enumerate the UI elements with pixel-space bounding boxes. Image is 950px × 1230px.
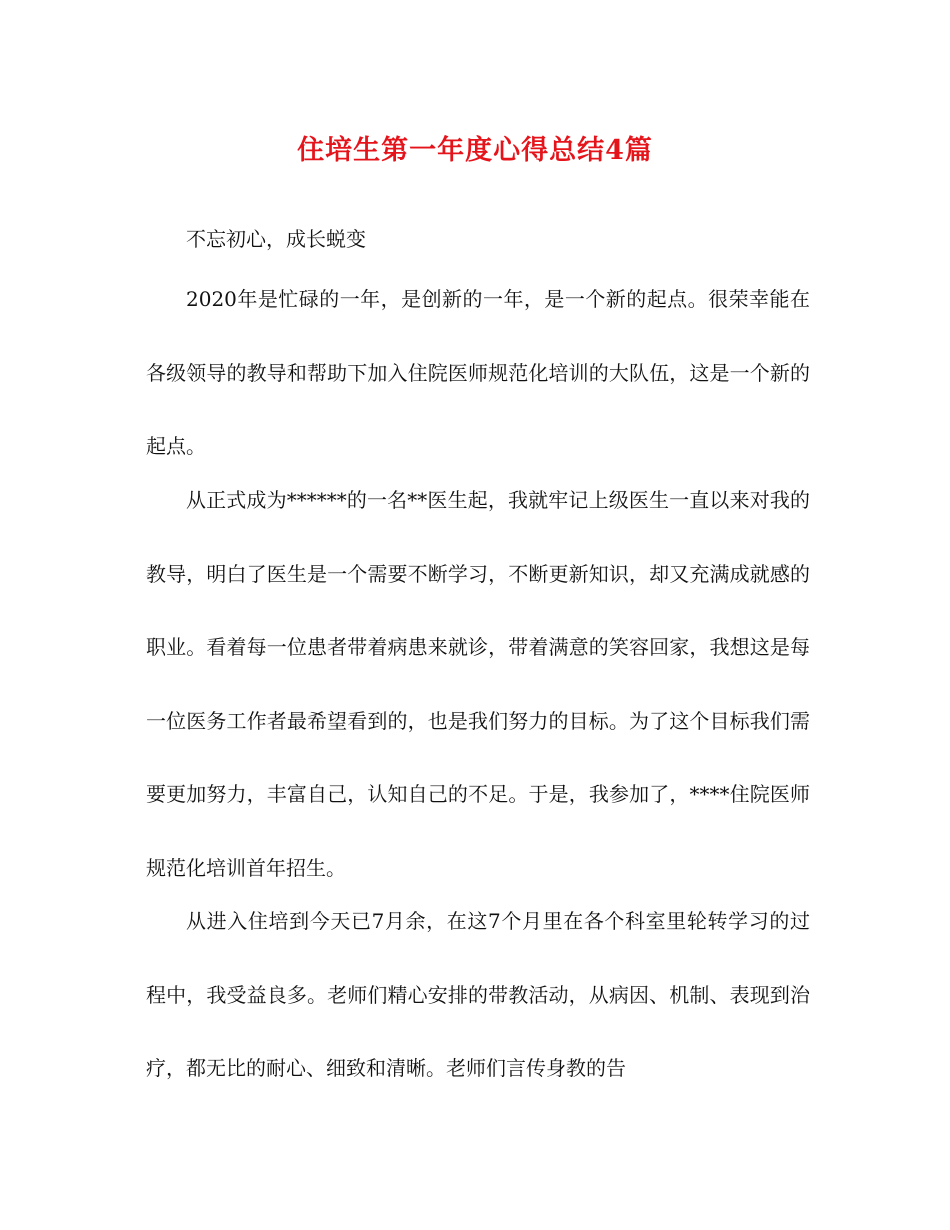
paragraph-2: 从正式成为******的一名**医生起，我就牢记上级医生一直以来对我的教导，明白了医生是一个需要不断学习，不断更新知识，却又充满成就感的职业。看着每一位患者带着病患来就诊，带着满意的笑容回家，我想这是每一位医务工作者最希望看到的，也是我们努力的目标。为了这个目标我们需要更加努力，丰富自己，认知自己的不足。于是，我参加了，****住院医师规范化培训首年招生。 [146,488,810,880]
document-subtitle: 不忘初心，成长蜕变 [186,227,366,251]
paragraph-3: 从进入住培到今天已7月余，在这7个月里在各个科室里轮转学习的过程中，我受益良多。老师们精心安排的带教活动，从病因、机制、表现到治疗，都无比的耐心、细致和清晰。老师们言传身教的告 [146,909,810,1080]
paragraph-1: 2020年是忙碌的一年，是创新的一年，是一个新的起点。很荣幸能在各级领导的教导和帮助下加入住院医师规范化培训的大队伍，这是一个新的起点。 [146,287,810,458]
document-title: 住培生第一年度心得总结4篇 [297,135,653,166]
